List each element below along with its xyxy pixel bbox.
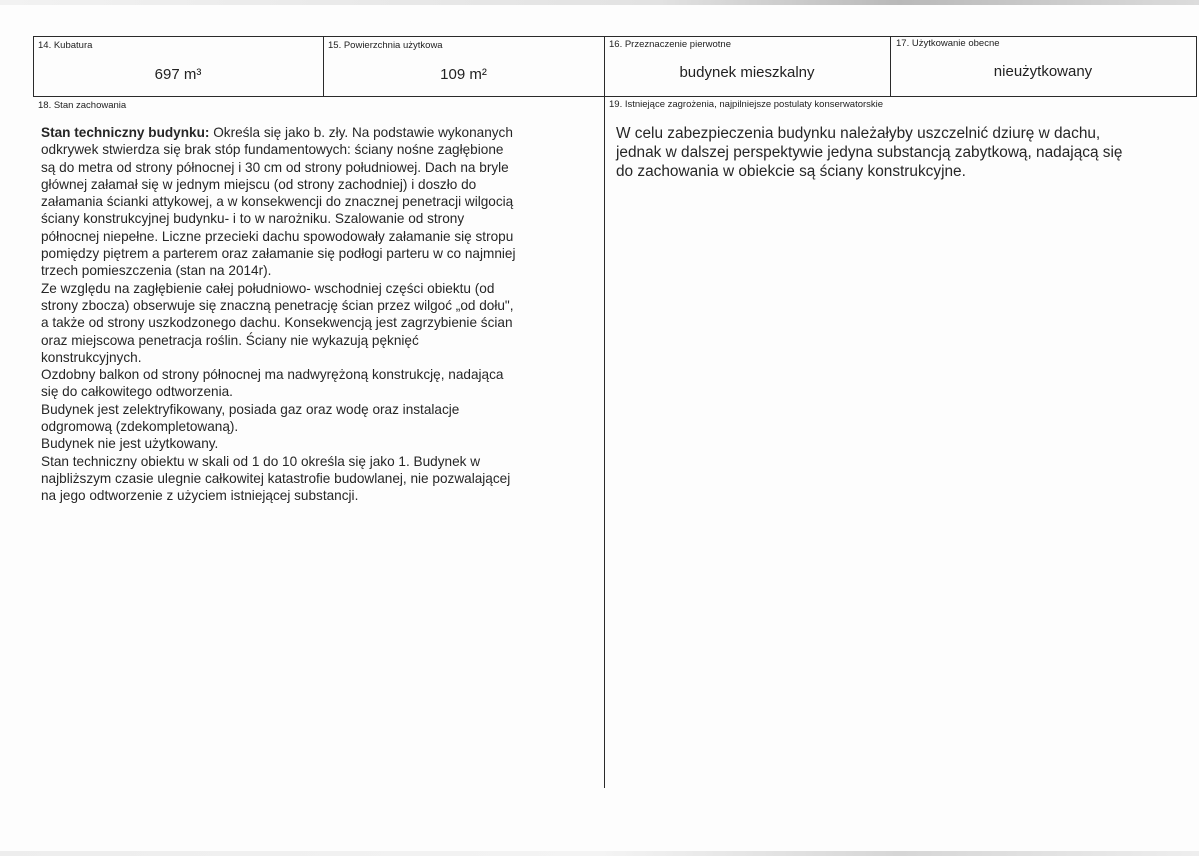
- field-19-line: do zachowania w obiekcie są ściany konstrukcyjne.: [616, 163, 966, 180]
- field-18-line: północnej niepełne. Liczne przecieki dachu spowodowały załamanie się stropu: [41, 228, 514, 244]
- field-18-line: się do całkowitego odtworzenia.: [41, 384, 233, 400]
- field-19-text: [616, 124, 1194, 181]
- field-18-line: ściany konstrukcyjnej budynku- i to w narożniku. Szalowanie od strony: [41, 211, 465, 227]
- scan-edge-bottom: [0, 851, 1199, 856]
- field-18-line: odkrywek stwierdza się brak stóp fundamentowych: ściany nośne zagłębione: [41, 142, 504, 158]
- field-18-line: oraz miejscowa penetracja roślin. Ściany nie wykazują pęknięć: [41, 332, 419, 348]
- field-18-line: strony zbocza) obserwuje się znaczną penetrację ścian przez wilgoć „od dołu",: [41, 297, 514, 313]
- field-18-line: najbliższym czasie ulegnie całkowitej katastrofie budowlanej, nie pozwalającej: [41, 470, 511, 486]
- col-divider-main: [604, 36, 605, 788]
- field-18-line: Stan techniczny obiektu w skali od 1 do 10 określa się jako 1. Budynek w: [41, 453, 481, 469]
- field-16-label: 16. Przeznaczenie pierwotne: [609, 39, 731, 50]
- row-divider: [33, 96, 1197, 97]
- field-18-line: Ozdobny balkon od strony północnej ma nadwyrężoną konstrukcję, nadająca: [41, 367, 504, 383]
- field-15-value: 109 m²: [440, 66, 487, 83]
- field-18-line: trzech pomieszczenia (stan na 2014r).: [41, 263, 272, 279]
- field-17-value: nieużytkowany: [993, 63, 1093, 80]
- field-18-first-line: [41, 124, 601, 141]
- field-18-label: 18. Stan zachowania: [38, 100, 127, 111]
- right-border: [1196, 36, 1197, 96]
- field-19-label: 19. Istniejące zagrożenia, najpilniejsze postulaty konserwatorskie: [609, 99, 884, 110]
- field-15-label: 15. Powierzchnia użytkowa: [328, 40, 443, 51]
- field-18-line: Budynek nie jest użytkowany.: [41, 436, 219, 452]
- heritage-record-form: [33, 36, 1197, 788]
- field-18-line: są do metra od strony północnej i 30 cm od strony południowej. Dach na bryle: [41, 159, 509, 175]
- field-18-line: głównej załamał się w jednym miejscu (od strony zachodniej) i doszło do: [41, 176, 477, 192]
- field-18-first-line-rest: Określa się jako b. zły. Na podstawie wykonanych: [213, 125, 513, 140]
- top-rule: [33, 36, 1197, 37]
- field-17-label: 17. Użytkowanie obecne: [896, 38, 1000, 49]
- field-19-line: W celu zabezpieczenia budynku należałyby uszczelnić dziurę w dachu,: [616, 125, 1101, 142]
- field-19-line: jednak w dalszej perspektywie jedyna substancją zabytkową, nadającą się: [616, 144, 1123, 161]
- field-18-line: pomiędzy piętrem a parterem oraz załamanie się podłogi parteru w co najmniej: [41, 246, 516, 262]
- field-18-line: Budynek jest zelektryfikowany, posiada gaz oraz wodę oraz instalacje: [41, 401, 460, 417]
- field-18-lines: [41, 141, 601, 504]
- field-14-label: 14. Kubatura: [38, 40, 93, 51]
- field-18-line: konstrukcyjnych.: [41, 349, 142, 365]
- field-18-lead: Stan techniczny budynku:: [41, 125, 210, 140]
- field-16-value: budynek mieszkalny: [679, 64, 815, 81]
- field-18-line: odgromową (zdekompletowaną).: [41, 419, 239, 435]
- field-18-line: na jego odtworzenie z użyciem istniejącej substancji.: [41, 488, 359, 504]
- field-18-line: Ze względu na zagłębienie całej południowo- wschodniej części obiektu (od: [41, 280, 495, 296]
- field-18-line: załamania ścianki attykowej, a w konsekwencji do znacznej penetracji wilgocią: [41, 194, 514, 210]
- field-14-value: 697 m³: [154, 66, 202, 83]
- field-18-text: [41, 124, 601, 505]
- scan-edge-top: [0, 0, 1199, 5]
- field-18-line: a także od strony uszkodzonego dachu. Konsekwencją jest zagrzybienie ścian: [41, 315, 513, 331]
